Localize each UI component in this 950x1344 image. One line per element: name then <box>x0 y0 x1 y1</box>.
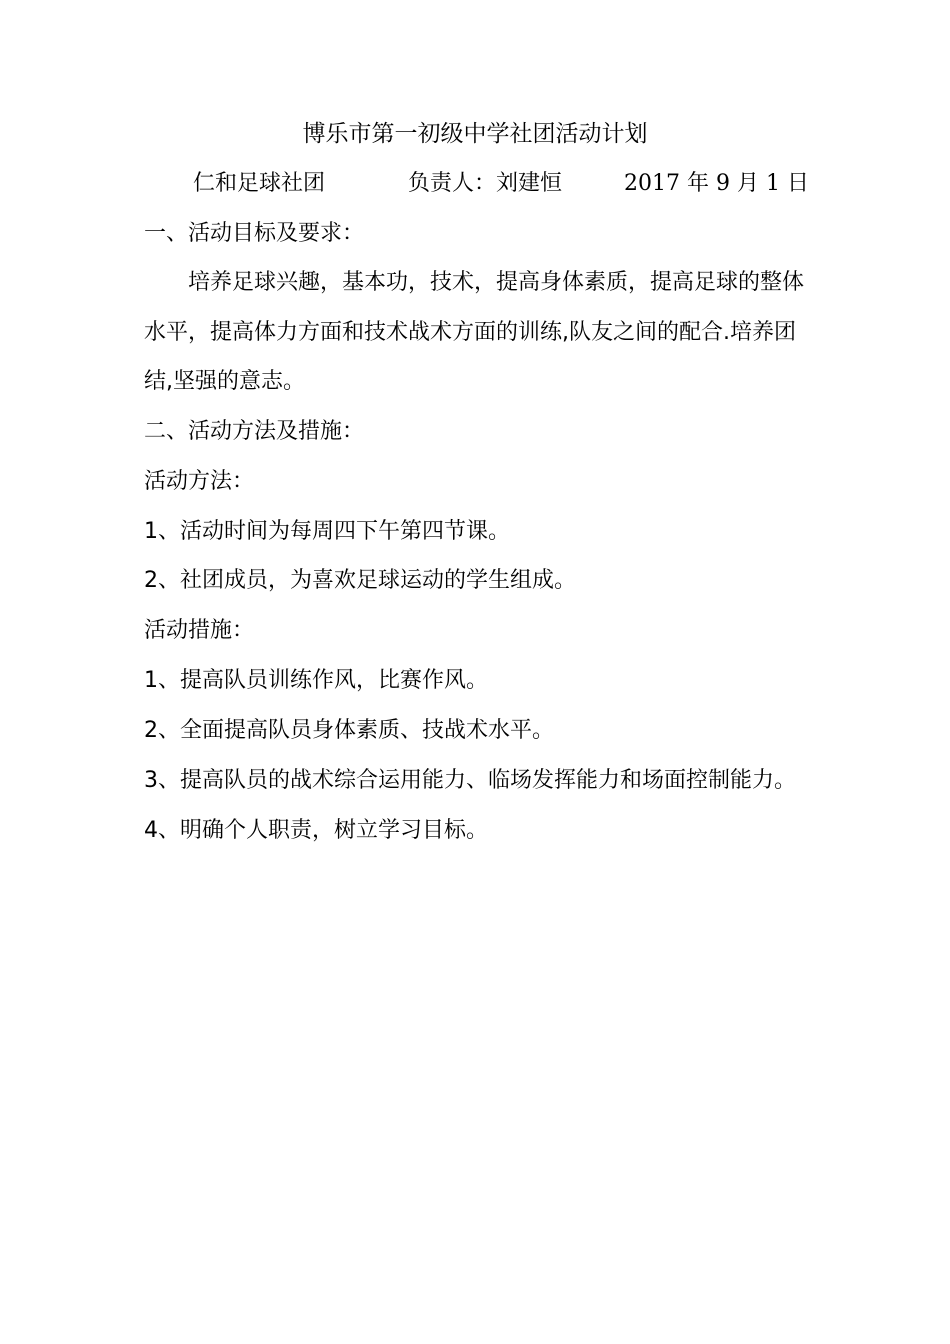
method-item: 1、活动时间为每周四下午第四节课。 <box>144 519 510 544</box>
measure-item: 3、提高队员的战术综合运用能力、临场发挥能力和场面控制能力。 <box>144 768 796 793</box>
measure-item: 4、明确个人职责，树立学习目标。 <box>144 818 488 843</box>
person-in-charge: 负责人：刘建恒 <box>408 171 563 196</box>
section1-paragraph-line: 水平，提高体力方面和技术战术方面的训练,队友之间的配合.培养团 <box>144 320 796 345</box>
plan-date: 2017 年 9 月 1 日 <box>624 171 809 196</box>
section2-heading: 二、活动方法及措施： <box>144 419 365 444</box>
method-item: 2、社团成员，为喜欢足球运动的学生组成。 <box>144 568 576 593</box>
section1-heading: 一、活动目标及要求： <box>144 221 365 246</box>
document-title: 博乐市第一初级中学社团活动计划 <box>302 121 648 147</box>
section1-paragraph-line: 培养足球兴趣，基本功，技术，提高身体素质，提高足球的整体 <box>188 270 805 295</box>
measure-item: 2、全面提高队员身体素质、技战术水平。 <box>144 718 554 743</box>
section1-paragraph-line: 结,坚强的意志。 <box>144 369 305 394</box>
measures-heading: 活动措施： <box>144 618 255 643</box>
methods-heading: 活动方法： <box>144 469 255 494</box>
club-name: 仁和足球社团 <box>193 171 326 196</box>
measure-item: 1、提高队员训练作风，比赛作风。 <box>144 668 488 693</box>
